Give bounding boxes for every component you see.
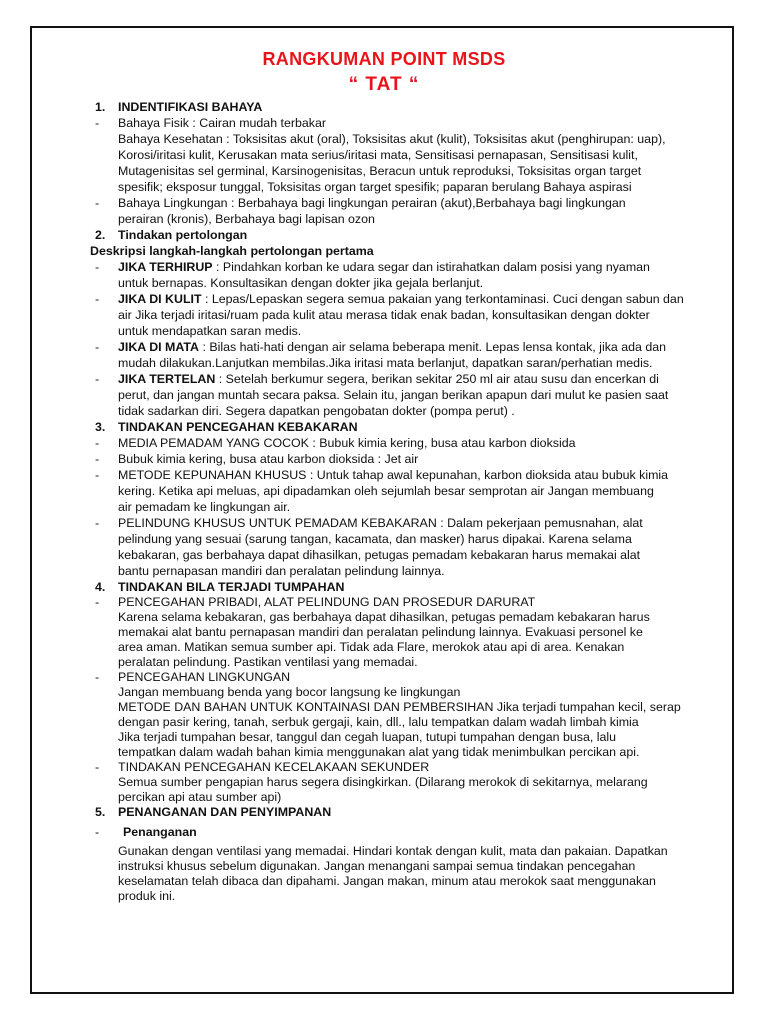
text-line — [118, 372, 659, 387]
text-line — [118, 260, 650, 275]
text-line — [118, 292, 684, 307]
bullet: - — [95, 260, 100, 274]
text-line: PENCEGAHAN PRIBADI, ALAT PELINDUNG DAN PROSEDUR DARURAT — [118, 595, 536, 609]
text-line: untuk bernapas. Konsultasikan dengan dokter jika gejala berlanjut. — [118, 276, 484, 290]
bullet: - — [95, 116, 100, 130]
text-span: : Lepas/Lepaskan segera semua pakaian yang terkontaminasi. Cuci dengan sabun dan — [201, 292, 684, 306]
text-line: dengan pasir kering, tanah, serbuk gergaji, kain, dll., lalu tempatkan dalam wadah limbah kimia — [118, 715, 639, 729]
text-line: area aman. Matikan semua sumber api. Tidak ada Flare, merokok atau api di area. Kenakan — [118, 640, 625, 654]
text-line: mudah dilakukan.Lanjutkan membilas.Jika iritasi mata berlanjut, dapatkan saran/perhatian medis. — [118, 356, 653, 370]
section-5-number: 5. — [95, 805, 106, 819]
text-line: spesifik; eksposur tunggal, Toksisitas organ target spesifik; paparan berulang Bahaya aspirasi — [118, 180, 632, 194]
text-line: Jika terjadi tumpahan besar, tanggul dan cegah luapan, tutupi tumpahan dengan busa, lalu — [118, 730, 617, 744]
text-line: peralatan pelindung. Pastikan ventilasi yang memadai. — [118, 655, 418, 669]
section-3-number: 3. — [95, 420, 106, 434]
bullet: - — [95, 825, 100, 839]
bullet: - — [95, 670, 100, 684]
text-line: perairan (kronis), Berbahaya bagi lapisan ozon — [118, 212, 375, 226]
section-1-number: 1. — [95, 100, 106, 114]
text-span: : Pindahkan korban ke udara segar dan istirahatkan dalam posisi yang nyaman — [212, 260, 650, 274]
text-line: Gunakan dengan ventilasi yang memadai. Hindari kontak dengan kulit, mata dan pakaian. Dapatkan — [118, 844, 668, 858]
section-4-number: 4. — [95, 580, 106, 594]
text-line: Bahaya Lingkungan : Berbahaya bagi lingkungan perairan (akut),Berbahaya bagi lingkungan — [118, 196, 626, 210]
text-line: tidak sadarkan diri. Segera dapatkan pengobatan dokter (pompa perut) . — [118, 404, 515, 418]
text-line: Korosi/iritasi kulit, Kerusakan mata serius/iritasi mata, Sensitisasi pernapasan, Sensitisasi kulit, — [118, 148, 638, 162]
text-line: MEDIA PEMADAM YANG COCOK : Bubuk kimia kering, busa atau karbon dioksida — [118, 436, 576, 450]
section-5-heading: PENANGANAN DAN PENYIMPANAN — [118, 805, 332, 819]
text-line: produk ini. — [118, 889, 176, 903]
text-line: Jangan membuang benda yang bocor langsung ke lingkungan — [118, 685, 461, 699]
text-line: air pemadam ke lingkungan air. — [118, 500, 291, 514]
bullet: - — [95, 595, 100, 609]
label-jika-di-kulit: JIKA DI KULIT — [118, 292, 202, 306]
document-subtitle: “ TAT “ — [348, 74, 420, 95]
section-2-heading: Tindakan pertolongan — [118, 228, 248, 242]
bullet: - — [95, 196, 100, 210]
bullet: - — [95, 516, 100, 530]
text-line: PELINDUNG KHUSUS UNTUK PEMADAM KEBAKARAN : Dalam pekerjaan pemusnahan, alat — [118, 516, 643, 530]
label-jika-tertelan: JIKA TERTELAN — [118, 372, 216, 386]
text-line: METODE DAN BAHAN UNTUK KONTAINASI DAN PEMBERSIHAN Jika terjadi tumpahan kecil, serap — [118, 700, 681, 714]
bullet: - — [95, 340, 100, 354]
text-line: pelindung yang sesuai (sarung tangan, kacamata, dan masker) harus dipakai. Karena selama — [118, 532, 632, 546]
text-line: METODE KEPUNAHAN KHUSUS : Untuk tahap awal kepunahan, karbon dioksida atau bubuk kimia — [118, 468, 669, 482]
text-line: Bahaya Kesehatan : Toksisitas akut (oral), Toksisitas akut (kulit), Toksisitas akut (penghirupan: uap), — [118, 132, 666, 146]
bullet: - — [95, 468, 100, 482]
text-line: memakai alat bantu pernapasan mandiri dan peralatan pelindung lainnya. Evakuasi personel ke — [118, 625, 643, 639]
text-line: keselamatan telah dibaca dan dipahami. Jangan makan, minum atau merokok saat menggunakan — [118, 874, 656, 888]
bullet: - — [95, 436, 100, 450]
document-page — [30, 26, 734, 994]
text-line: tempatkan dalam wadah bahan kimia menggunakan alat yang tidak menimbulkan percikan api. — [118, 745, 640, 759]
text-line: Mutagenisitas sel germinal, Karsinogenisitas, Beracun untuk reproduksi, Toksisitas organ target — [118, 164, 642, 178]
text-line: PENCEGAHAN LINGKUNGAN — [118, 670, 291, 684]
text-line: Bahaya Fisik : Cairan mudah terbakar — [118, 116, 326, 130]
document-title: RANGKUMAN POINT MSDS — [262, 49, 506, 69]
bullet: - — [95, 292, 100, 306]
text-line: Bubuk kimia kering, busa atau karbon dioksida : Jet air — [118, 452, 419, 466]
text-line: air Jika terjadi iritasi/ruam pada kulit atau merasa tidak enak badan, konsultasikan dengan dokter — [118, 308, 650, 322]
text-line: kebakaran, gas berbahaya dapat dihasilkan, petugas pemadam kebakaran harus memakai alat — [118, 548, 641, 562]
text-line: percikan api atau sumber api) — [118, 790, 282, 804]
bullet: - — [95, 760, 100, 774]
section-4-heading: TINDAKAN BILA TERJADI TUMPAHAN — [118, 580, 345, 594]
text-line: bantu pernapasan mandiri dan peralatan pelindung lainnya. — [118, 564, 445, 578]
text-line: perut, dan jangan muntah secara paksa. Selain itu, jangan berikan apapun dari mulut ke pasien saat — [118, 388, 669, 402]
text-line: Semua sumber pengapian harus segera disingkirkan. (Dilarang merokok di sekitarnya, melarang — [118, 775, 648, 789]
text-span: : Bilas hati-hati dengan air selama beberapa menit. Lepas lensa kontak, jika ada dan — [199, 340, 667, 354]
text-span: : Setelah berkumur segera, berikan sekitar 250 ml air atau susu dan encerkan di — [215, 372, 659, 386]
text-line: Karena selama kebakaran, gas berbahaya dapat dihasilkan, petugas pemadam kebakaran harus — [118, 610, 650, 624]
section-1-heading: INDENTIFIKASI BAHAYA — [118, 100, 263, 114]
bullet: - — [95, 372, 100, 386]
section-5-subheading: Penanganan — [123, 825, 197, 839]
label-jika-di-mata: JIKA DI MATA — [118, 340, 199, 354]
text-line — [118, 340, 666, 355]
text-line: TINDAKAN PENCEGAHAN KECELAKAAN SEKUNDER — [118, 760, 430, 774]
section-2-subheading: Deskripsi langkah-langkah pertolongan pertama — [90, 244, 374, 258]
label-jika-terhirup: JIKA TERHIRUP — [118, 260, 213, 274]
bullet: - — [95, 452, 100, 466]
text-line: kering. Ketika api meluas, api dipadamkan oleh sejumlah besar semprotan air Jangan membuang — [118, 484, 654, 498]
section-2-number: 2. — [95, 228, 106, 242]
section-3-heading: TINDAKAN PENCEGAHAN KEBAKARAN — [118, 420, 358, 434]
text-line: instruksi khusus sebelum digunakan. Jangan menangani sampai semua tindakan pencegahan — [118, 859, 636, 873]
text-line: untuk mendapatkan saran medis. — [118, 324, 302, 338]
